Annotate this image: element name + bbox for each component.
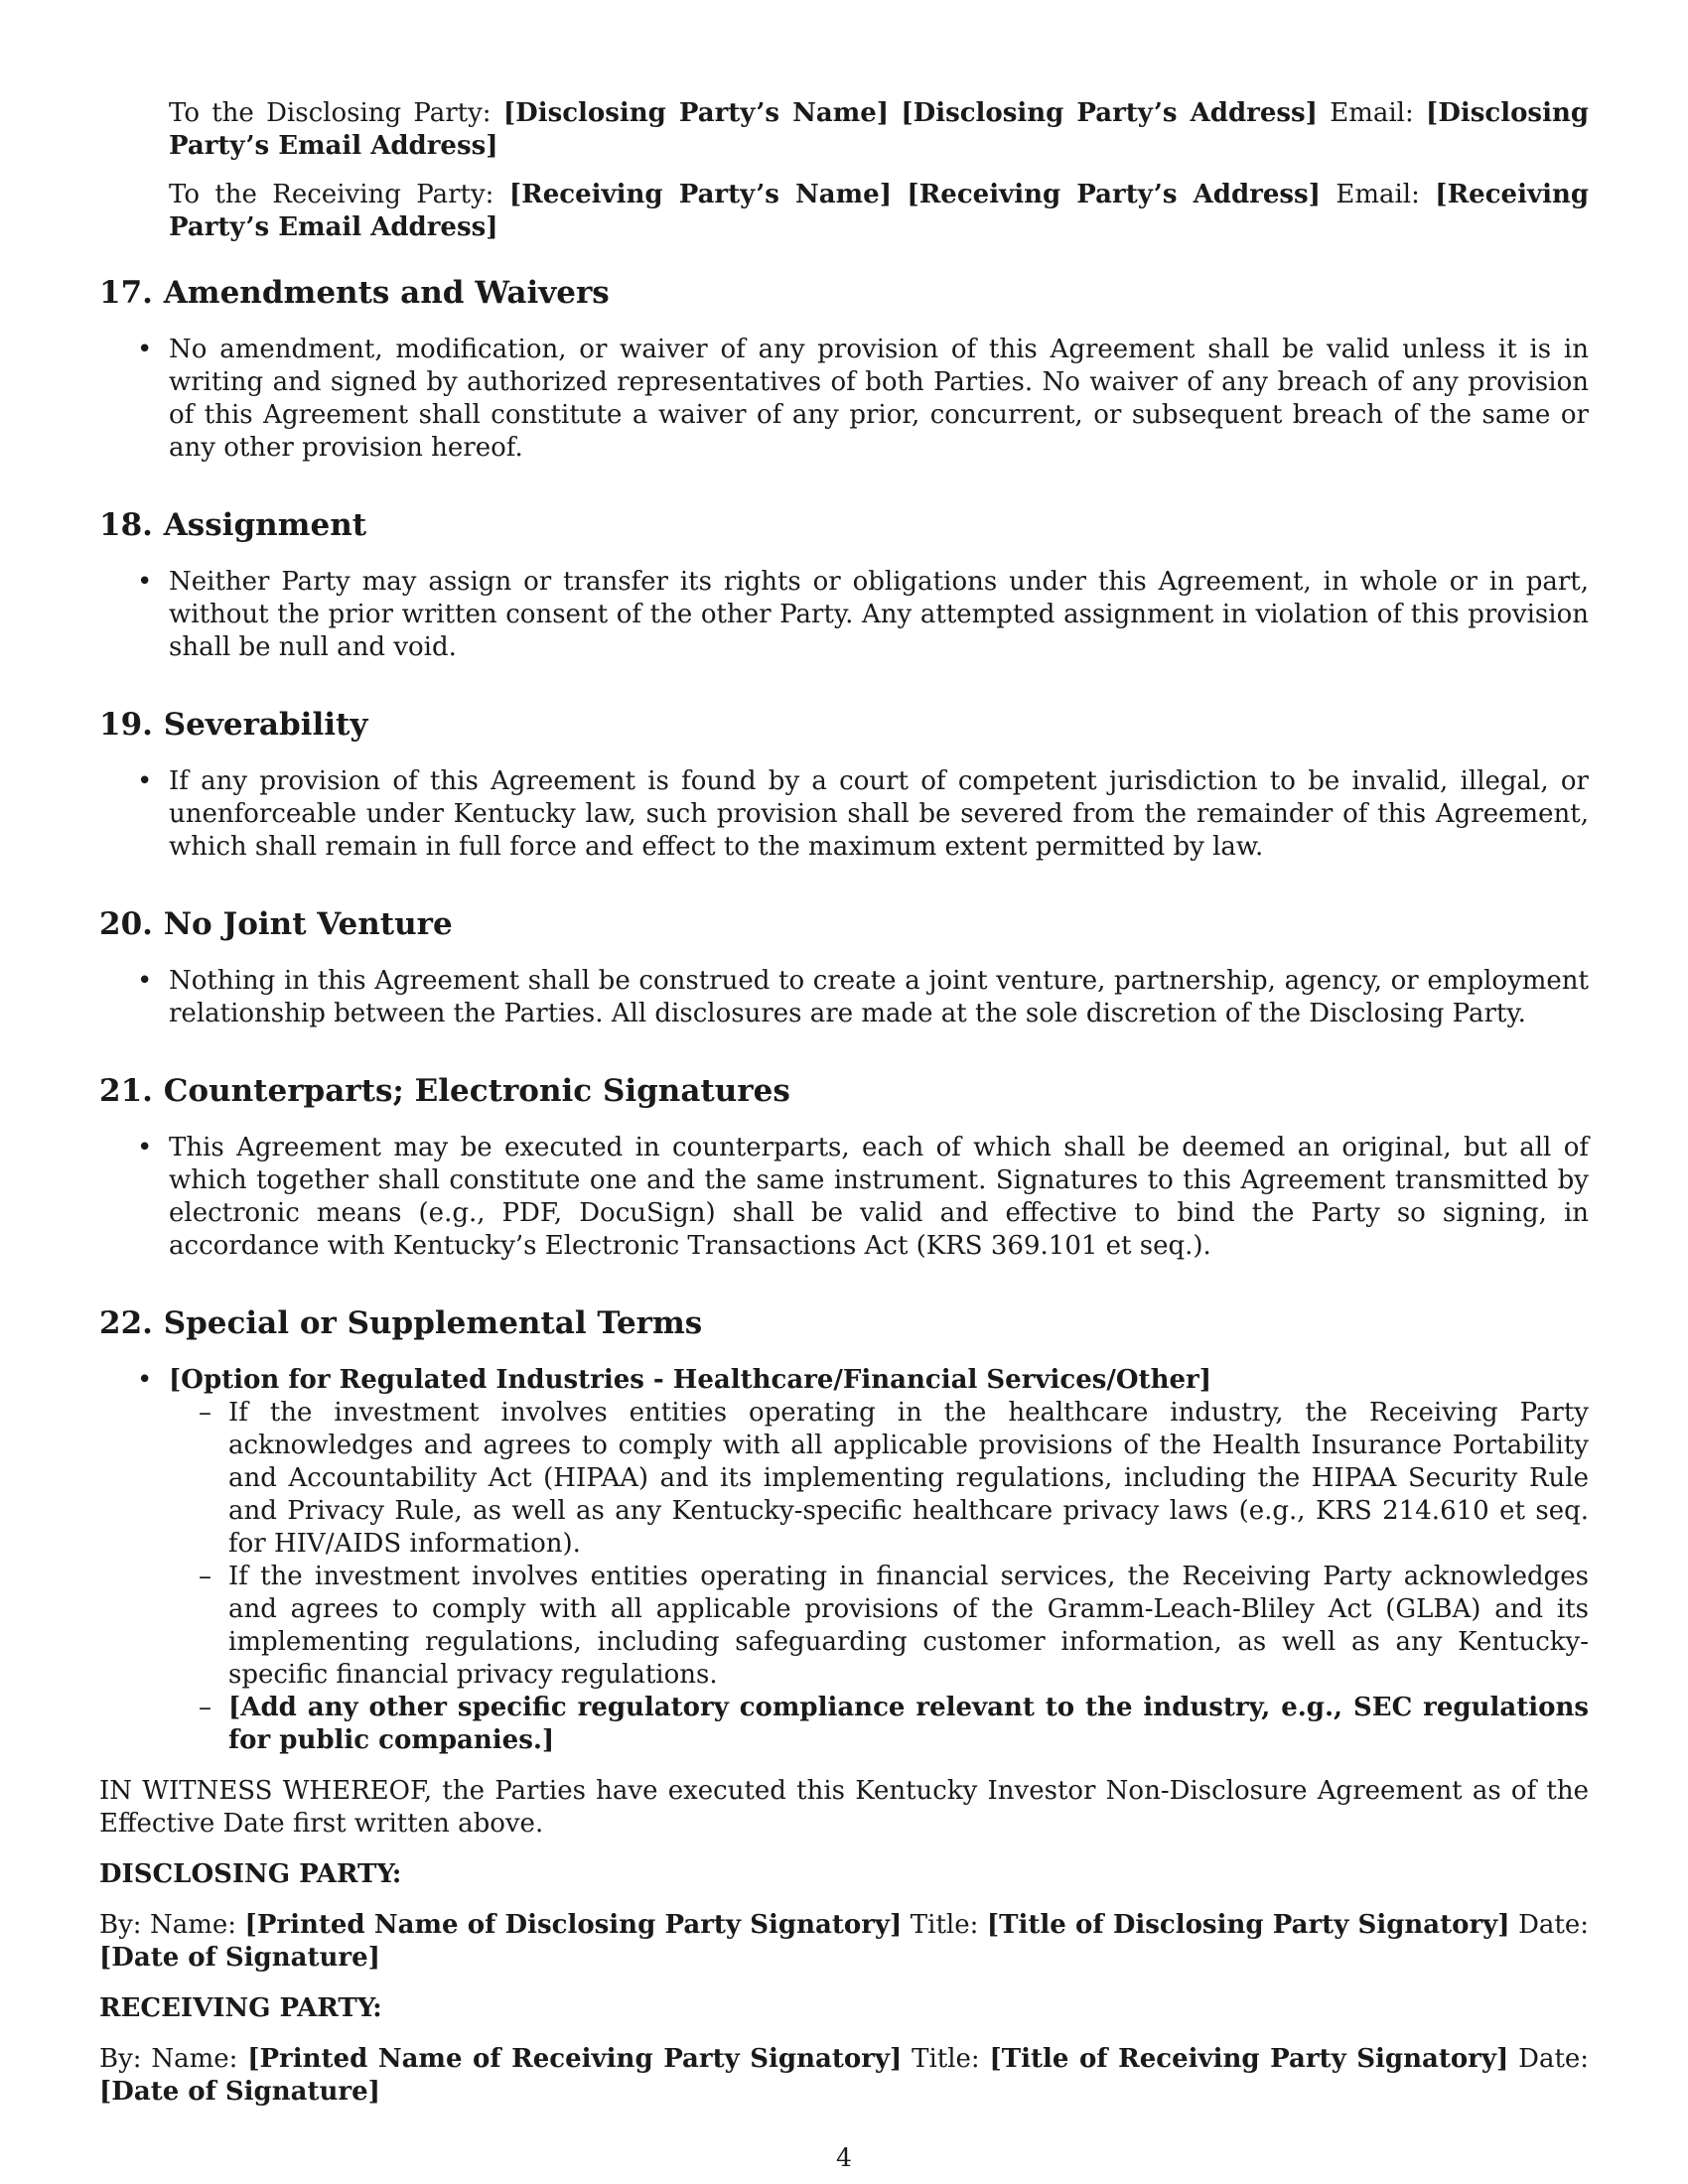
section-22-option-label: [Option for Regulated Industries - Healthcare/Financial Services/Other] [169,1365,1212,1395]
section-21-text: • This Agreement may be executed in counterparts, each of which shall be deemed an original, but all of which together shall constitute one and the same instrument. Signatures to this Agreement transmitted by electronic means (e.g., PDF, DocuSign) shall be valid and effective to bind the Party so signing, in accordance with Kentucky’s Electronic Transactions Act (KRS 369.101 et seq.). [99,1132,1589,1263]
section-20-list [99,965,1589,1030]
disclosing-party-signature-block: By: Name: [Printed Name of Disclosing Party Signatory] Title: [Title of Disclosing Party Signatory] Date: [Date of Signature] [99,1910,1590,1973]
section-19-list [99,765,1589,864]
document-content [99,97,1589,2109]
disclosing-party-heading: DISCLOSING PARTY: [99,1859,402,1889]
disclosing-party-address: [Disclosing Party’s Address] [901,98,1318,128]
receiving-party-heading: RECEIVING PARTY: [99,1993,382,2023]
section-21-heading: 21. Counterparts; Electronic Signatures [99,1073,790,1109]
disclosing-party-name: [Disclosing Party’s Name] [502,98,890,128]
section-20-text: • Nothing in this Agreement shall be construed to create a joint venture, partnership, agency, or employment relationship between the Parties. All disclosures are made at the sole discretion of the Disclosing Party. [99,965,1589,1030]
disclosing-signatory-name: [Printed Name of Disclosing Party Signatory] [244,1910,903,1940]
receiving-party-address: [Receiving Party’s Address] [907,180,1321,209]
section-17-text: • No amendment, modification, or waiver of any provision of this Agreement shall be valid unless it is in writing and signed by authorized representatives of both Parties. No waiver of any breach of any provision of this Agreement shall constitute a waiver of any prior, concurrent, or subsequent breach of the same or any other provision hereof. [99,334,1589,465]
section-18-text: • Neither Party may assign or transfer its rights or obligations under this Agreement, in whole or in part, without the prior written consent of the other Party. Any attempted assignment in violation of this provision shall be null and void. [99,566,1589,664]
section-21-list [99,1132,1589,1263]
section-17-list [99,334,1589,465]
disclosing-party-email: [Disclosing Party’s Email Address] [169,98,1590,161]
section-22-sub-list [169,1397,1589,1757]
disclosing-signature-date: [Date of Signature] [99,1943,380,1973]
section-18-list [99,566,1589,664]
section-17-heading: 17. Amendments and Waivers [99,275,610,311]
receiving-signature-date: [Date of Signature] [99,2077,380,2107]
receiving-party-signature-block: By: Name: [Printed Name of Receiving Party Signatory] Title: [Title of Receiving Party Signatory] Date: [Date of Signature] [99,2044,1590,2107]
notice-receiving-party: To the Receiving Party: [Receiving Party’s Name] [Receiving Party’s Address] Email: [Receiving Party’s Email Address] [169,180,1590,242]
section-22-list [99,1364,1589,1757]
section-19-heading: 19. Severability [99,707,368,743]
disclosing-signatory-title: [Title of Disclosing Party Signatory] [986,1910,1510,1940]
section-22-heading: 22. Special or Supplemental Terms [99,1305,703,1341]
receiving-party-email: [Receiving Party’s Email Address] [169,180,1590,242]
section-22-option [99,1364,1589,1757]
witness-clause: IN WITNESS WHEREOF, the Parties have executed this Kentucky Investor Non-Disclosure Agreement as of the Effective Date first written above. [99,1776,1589,1839]
page-number: 4 [836,2143,852,2172]
section-20-heading: 20. No Joint Venture [99,906,453,942]
receiving-signatory-title: [Title of Receiving Party Signatory] [989,2044,1509,2074]
receiving-signatory-name: [Printed Name of Receiving Party Signatory] [247,2044,903,2074]
receiving-party-name: [Receiving Party’s Name] [508,180,893,209]
section-22-sub-item-financial: – If the investment involves entities operating in financial services, the Receiving Party acknowledges and agrees to comply with all applicable provisions of the Gramm-Leach-Bliley Act (GLBA) and its implementing regulations, including safeguarding customer information, as well as any Kentucky-specific financial privacy regulations. [169,1561,1589,1692]
notice-disclosing-party: To the Disclosing Party: [Disclosing Party’s Name] [Disclosing Party’s Address] Email: [Disclosing Party’s Email Address] [169,98,1590,161]
section-18-heading: 18. Assignment [99,507,367,543]
section-19-text: • If any provision of this Agreement is found by a court of competent jurisdiction to be invalid, illegal, or unenforceable under Kentucky law, such provision shall be severed from the remainder of this Agreement, which shall remain in full force and effect to the maximum extent permitted by law. [99,765,1589,864]
section-22-sub-item-other: – [Add any other specific regulatory compliance relevant to the industry, e.g., SEC regulations for public companies.] [169,1692,1589,1757]
section-22-sub-item-healthcare: – If the investment involves entities operating in the healthcare industry, the Receiving Party acknowledges and agrees to comply with all applicable provisions of the Health Insurance Portability and Accountability Act (HIPAA) and its implementing regulations, including the HIPAA Security Rule and Privacy Rule, as well as any Kentucky-specific healthcare privacy laws (e.g., KRS 214.610 et seq. for HIV/AIDS information). [169,1397,1589,1561]
